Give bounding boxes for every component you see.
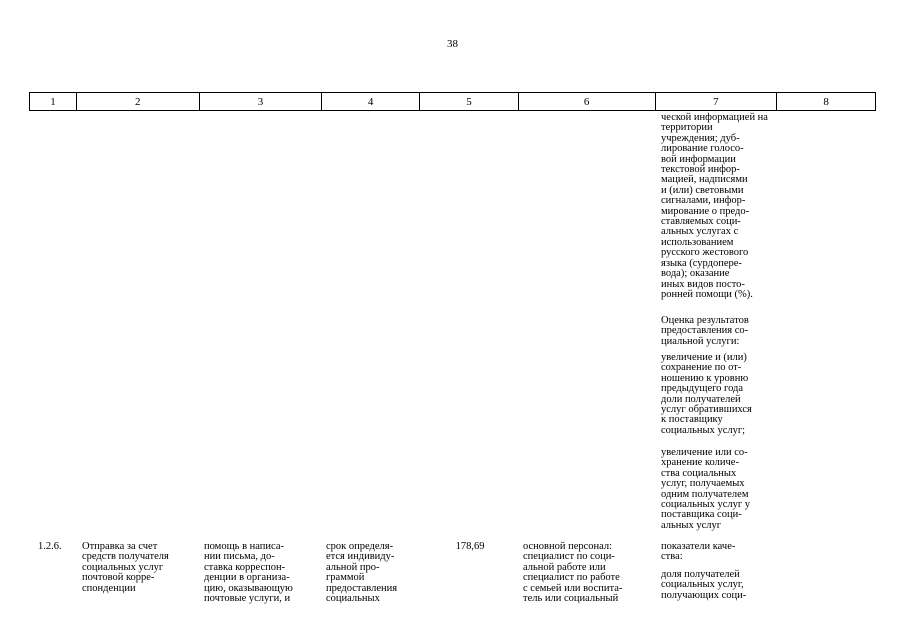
table-header-row (29, 92, 876, 111)
header-col-2: 2 (77, 93, 200, 110)
quality-indicators-label: показатели каче- ства: (661, 541, 736, 563)
service-description: помощь в написа- нии письма, до- ставка корреспон- денции в организа- цию, оказывающую почтовые услуги, и (204, 541, 293, 605)
row-number: 1.2.6. (38, 541, 62, 552)
col7-criterion-1: увеличение и (или) сохранение по от- ношению к уровню предыдущего года доли получателей услуг обратившихся к поставщику социальных услуг; (661, 352, 752, 436)
quality-indicator-text: доля получателей социальных услуг, получающих соци- (661, 569, 747, 601)
header-col-4: 4 (322, 93, 420, 110)
header-col-1: 1 (30, 93, 77, 110)
service-staff: основной персонал: специалист по соци- альной работе или специалист по работе с семьей или воспита- тель или социальный (523, 541, 623, 605)
page-number: 38 (447, 38, 458, 50)
service-tariff: 178,69 (455, 541, 485, 552)
service-term: срок определя- ется индивиду- альной про- граммой предоставления социальных (326, 541, 398, 605)
col7-criterion-2: увеличение или со- хранение количе- ства социальных услуг, получаемых одним получателем социальных услуг у поставщика соци- альных услуг (661, 447, 751, 531)
header-col-5: 5 (420, 93, 519, 110)
service-name: Отправка за счет средств получателя социальных услуг почтовой корре- спонденции (82, 541, 169, 594)
header-col-6: 6 (519, 93, 656, 110)
header-col-7: 7 (656, 93, 778, 110)
col7-assessment-heading: Оценка результатов предоставления со- циальной услуги: (661, 315, 749, 347)
col7-continuation-paragraph-1: ческой информацией на территории учреждения; дуб- лирование голосо- вой информации текстовой инфор- мацией, надписями и (или) световыми сигналами, инфор- мирование о предо- ставляемых соци- альных услугах с использованием русского жестового языка (сурдопере- вода); оказание иных видов посто- ронней помощи (%). (661, 112, 768, 300)
header-col-8: 8 (823, 95, 829, 108)
header-col-3: 3 (200, 93, 323, 110)
